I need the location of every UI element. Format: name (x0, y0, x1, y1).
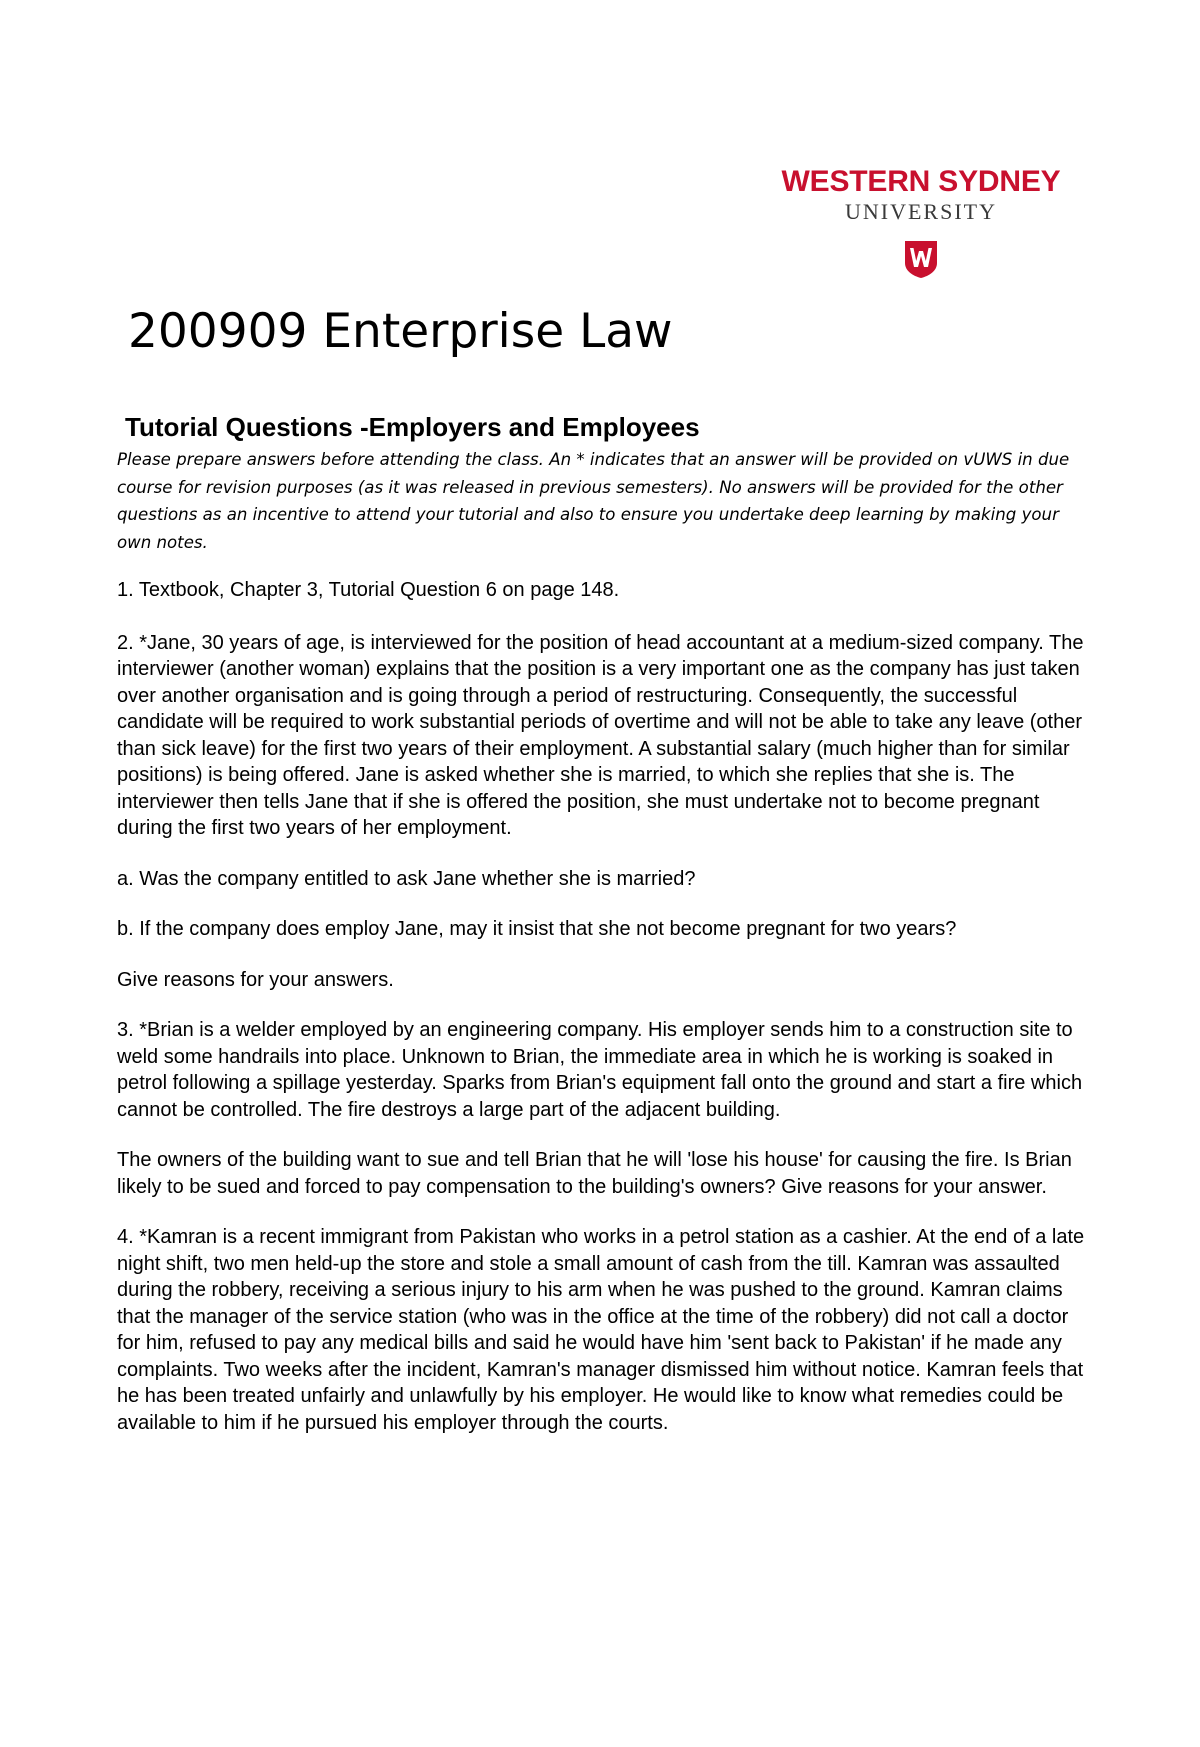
question-2-part-a: a. Was the company entitled to ask Jane whether she is married? (117, 867, 696, 890)
question-1: 1. Textbook, Chapter 3, Tutorial Question 6 on page 148. (117, 579, 620, 601)
question-2-part-b: b. If the company does employ Jane, may it insist that she not become pregnant for two years? (117, 918, 957, 940)
tutorial-heading: Tutorial Questions -Employers and Employees (125, 412, 700, 442)
shield-icon (903, 239, 939, 279)
question-2: 2. *Jane, 30 years of age, is interviewed for the position of head accountant at a medium-sized company. The interviewer (another woman) explains that the position is a very important one as the company has just taken over another organisation and is going through a period of restructuring. Consequently, the successful candidate will be required to work substantial periods of overtime and will not be able to take any leave (other than sick leave) for the first two years of their employment. A substantial salary (much higher than for similar positions) is being offered. Jane is asked whether she is married, to which she replies that she is. The interviewer then tells Jane that if she is offered the position, she must undertake not to become pregnant during the first two years of her employment. (117, 631, 1084, 839)
question-3: 3. *Brian is a welder employed by an engineering company. His employer sends him to a construction site to weld some handrails into place. Unknown to Brian, the immediate area in which he is working is soaked in petrol following a spillage yesterday. Sparks from Brian's equipment fall onto the ground and start a fire which cannot be controlled. The fire destroys a large part of the adjacent building. (117, 1019, 1083, 1121)
course-title: 200909 Enterprise Law (128, 304, 673, 359)
logo-wordmark-line2: UNIVERSITY (845, 199, 997, 224)
question-3-followup: The owners of the building want to sue and tell Brian that he will 'lose his house' for causing the fire. Is Brian likely to be sued and forced to pay compensation to the building's owners? Give reasons for your answer. (117, 1149, 1072, 1198)
question-4: 4. *Kamran is a recent immigrant from Pakistan who works in a petrol station as a cashier. At the end of a late night shift, two men held-up the store and stole a small amount of cash from the till. Kamran was assaulted during the robbery, receiving a serious injury to his arm when he was pushed to the ground. Kamran claims that the manager of the service station (who was in the office at the time of the robbery) did not call a doctor for him, refused to pay any medical bills and said he would have him 'sent back to Pakistan' if he made any complaints. Two weeks after the incident, Kamran's manager dismissed him without notice. Kamran feels that he has been treated unfairly and unlawfully by his employer. He would like to know what remedies could be available to him if he pursued his employer through the courts. (117, 1226, 1085, 1434)
document-body (117, 410, 1097, 1436)
intro-instructions: Please prepare answers before attending the class. An * indicates that an answer will be provided on vUWS in due course for revision purposes (as it was released in previous semesters). No answers will be provided for the other questions as an incentive to attend your tutorial and also to ensure you undertake deep learning by making your own notes. (117, 450, 1070, 552)
logo-wordmark-line1: WESTERN SYDNEY (781, 165, 1061, 198)
question-2-reasons: Give reasons for your answers. (117, 968, 394, 991)
university-logo (771, 165, 1071, 279)
